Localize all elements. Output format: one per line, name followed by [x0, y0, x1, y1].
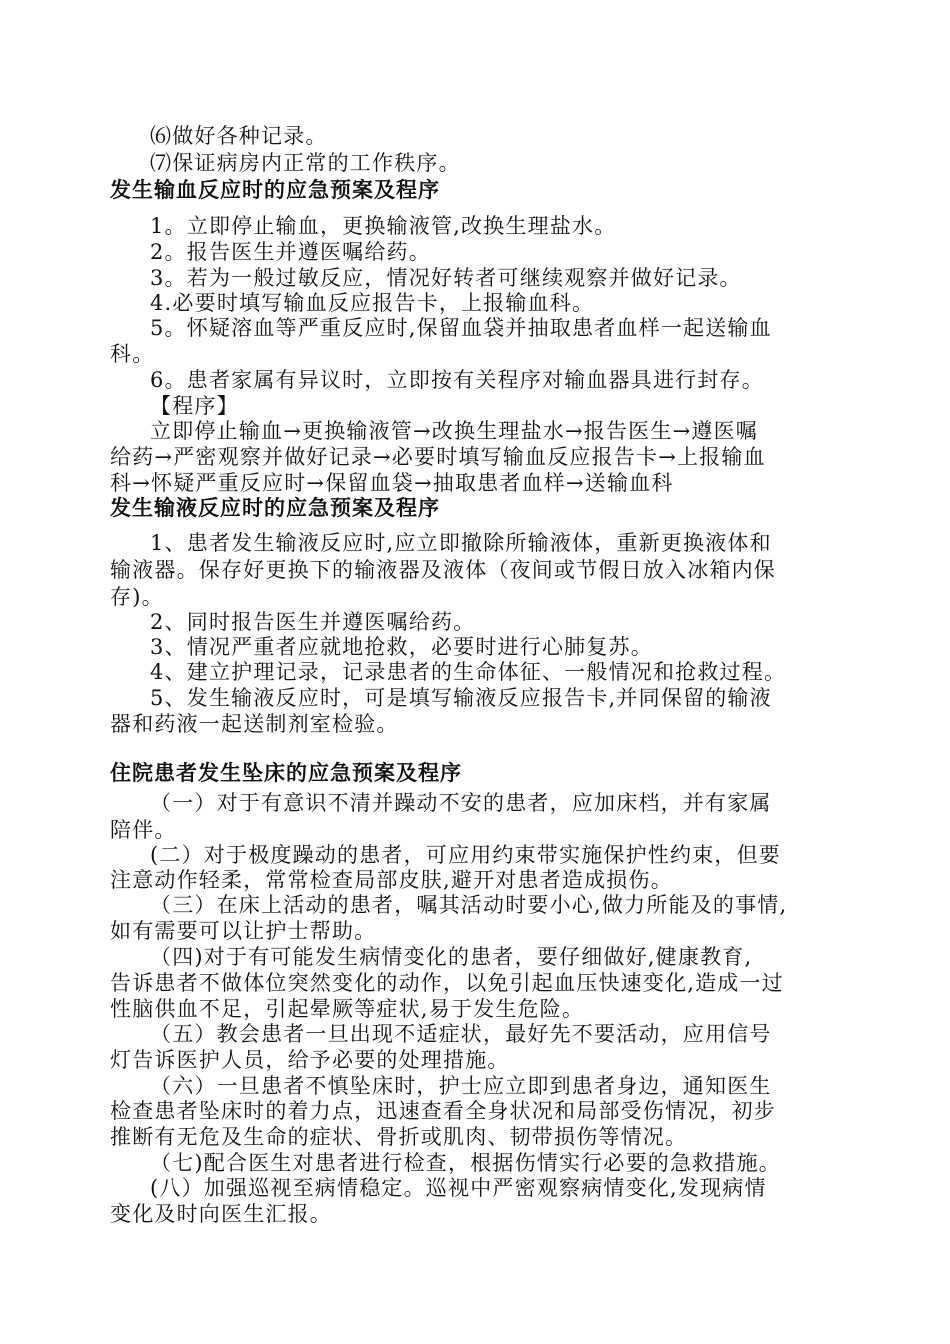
paragraph-line: （六）一旦患者不慎坠床时，护士应立即到患者身边，通知医生 — [150, 1074, 772, 1098]
paragraph-line: 3。若为一般过敏反应，情况好转者可继续观察并做好记录。 — [150, 266, 742, 290]
section-heading-fall-from-bed: 住院患者发生坠床的应急预案及程序 — [110, 761, 462, 785]
section-heading-blood-transfusion: 发生输血反应时的应急预案及程序 — [110, 178, 440, 202]
paragraph-line: 1。立即停止输血，更换输液管,改换生理盐水。 — [150, 214, 617, 238]
paragraph-line: 输液器。保存好更换下的输液器及液体（夜间或节假日放入冰箱内保 — [110, 558, 776, 582]
paragraph-line: 推断有无危及生命的症状、骨折或肌肉、韧带损伤等情况。 — [110, 1125, 688, 1149]
paragraph-line: （一）对于有意识不清并躁动不安的患者，应加床档，并有家属 — [150, 791, 772, 815]
paragraph-line: 如有需要可以让护士帮助。 — [110, 919, 377, 943]
paragraph-line: 4、建立护理记录，记录患者的生命体征、一般情况和抢救过程。 — [150, 660, 787, 684]
paragraph-line: （四)对于有可能发生病情变化的患者，要仔细做好,健康教育, — [150, 945, 753, 969]
paragraph-line: 6。患者家属有异议时，立即按有关程序对输血器具进行封存。 — [150, 368, 764, 392]
paragraph-line: 1、患者发生输液反应时,应立即撤除所输液体，重新更换液体和 — [150, 531, 772, 555]
paragraph-line: 立即停止输血→更换输液管→改换生理盐水→报告医生→遵医嘱 — [150, 419, 758, 443]
section-heading-infusion: 发生输液反应时的应急预案及程序 — [110, 496, 440, 520]
paragraph-line: 告诉患者不做体位突然变化的动作，以免引起血压快速变化,造成一过 — [110, 971, 784, 995]
paragraph-line: 灯告诉医护人员，给予必要的处理措施。 — [110, 1048, 510, 1072]
paragraph-line: 陪伴。 — [110, 818, 177, 842]
paragraph-line: 性脑供血不足，引起晕厥等症状,易于发生危险。 — [110, 997, 585, 1021]
paragraph-line: （三）在床上活动的患者，嘱其活动时要小心,做力所能及的事情, — [150, 893, 788, 917]
paragraph-line: 检查患者坠床时的着力点，迅速查看全身状况和局部受伤情况，初步 — [110, 1099, 776, 1123]
paragraph-line: 科→怀疑严重反应时→保留血袋→抽取患者血样→送输血科 — [110, 471, 674, 495]
paragraph-line: 科。 — [110, 342, 155, 366]
paragraph-line: （七)配合医生对患者进行检查，根据伤情实行必要的急救措施。 — [150, 1151, 781, 1175]
paragraph-line: 2。报告医生并遵医嘱给药。 — [150, 240, 431, 264]
paragraph-line: 变化及时向医生汇报。 — [110, 1202, 332, 1226]
paragraph-line: 存)。 — [110, 585, 164, 609]
paragraph-line: 2、同时报告医生并遵医嘱给药。 — [150, 610, 476, 634]
paragraph-line: ⑹做好各种记录。 — [150, 124, 328, 148]
paragraph-line: 5。怀疑溶血等严重反应时,保留血袋并抽取患者血样一起送输血 — [150, 316, 772, 340]
procedure-label: 【程序】 — [150, 394, 239, 418]
paragraph-line: 4.必要时填写输血反应报告卡，上报输血科。 — [150, 291, 595, 315]
paragraph-line: 给药→严密观察并做好记录→必要时填写输血反应报告卡→上报输血 — [110, 445, 766, 469]
paragraph-line: 注意动作轻柔，常常检查局部皮肤,避开对患者造成损伤。 — [110, 868, 673, 892]
paragraph-line: 5、发生输液反应时，可是填写输液反应报告卡,并同保留的输液 — [150, 686, 772, 710]
paragraph-line: 3、情况严重者应就地抢救，必要时进行心肺复苏。 — [150, 635, 653, 659]
paragraph-line: (二）对于极度躁动的患者，可应用约束带实施保护性约束，但要 — [150, 843, 781, 867]
paragraph-line: 器和药液一起送制剂室检验。 — [110, 712, 399, 736]
paragraph-line: ⑺保证病房内正常的工作秩序。 — [150, 151, 461, 175]
paragraph-line: (八）加强巡视至病情稳定。巡视中严密观察病情变化,发现病情 — [150, 1176, 767, 1200]
paragraph-line: （五）教会患者一旦出现不适症状，最好先不要活动，应用信号 — [150, 1022, 772, 1046]
